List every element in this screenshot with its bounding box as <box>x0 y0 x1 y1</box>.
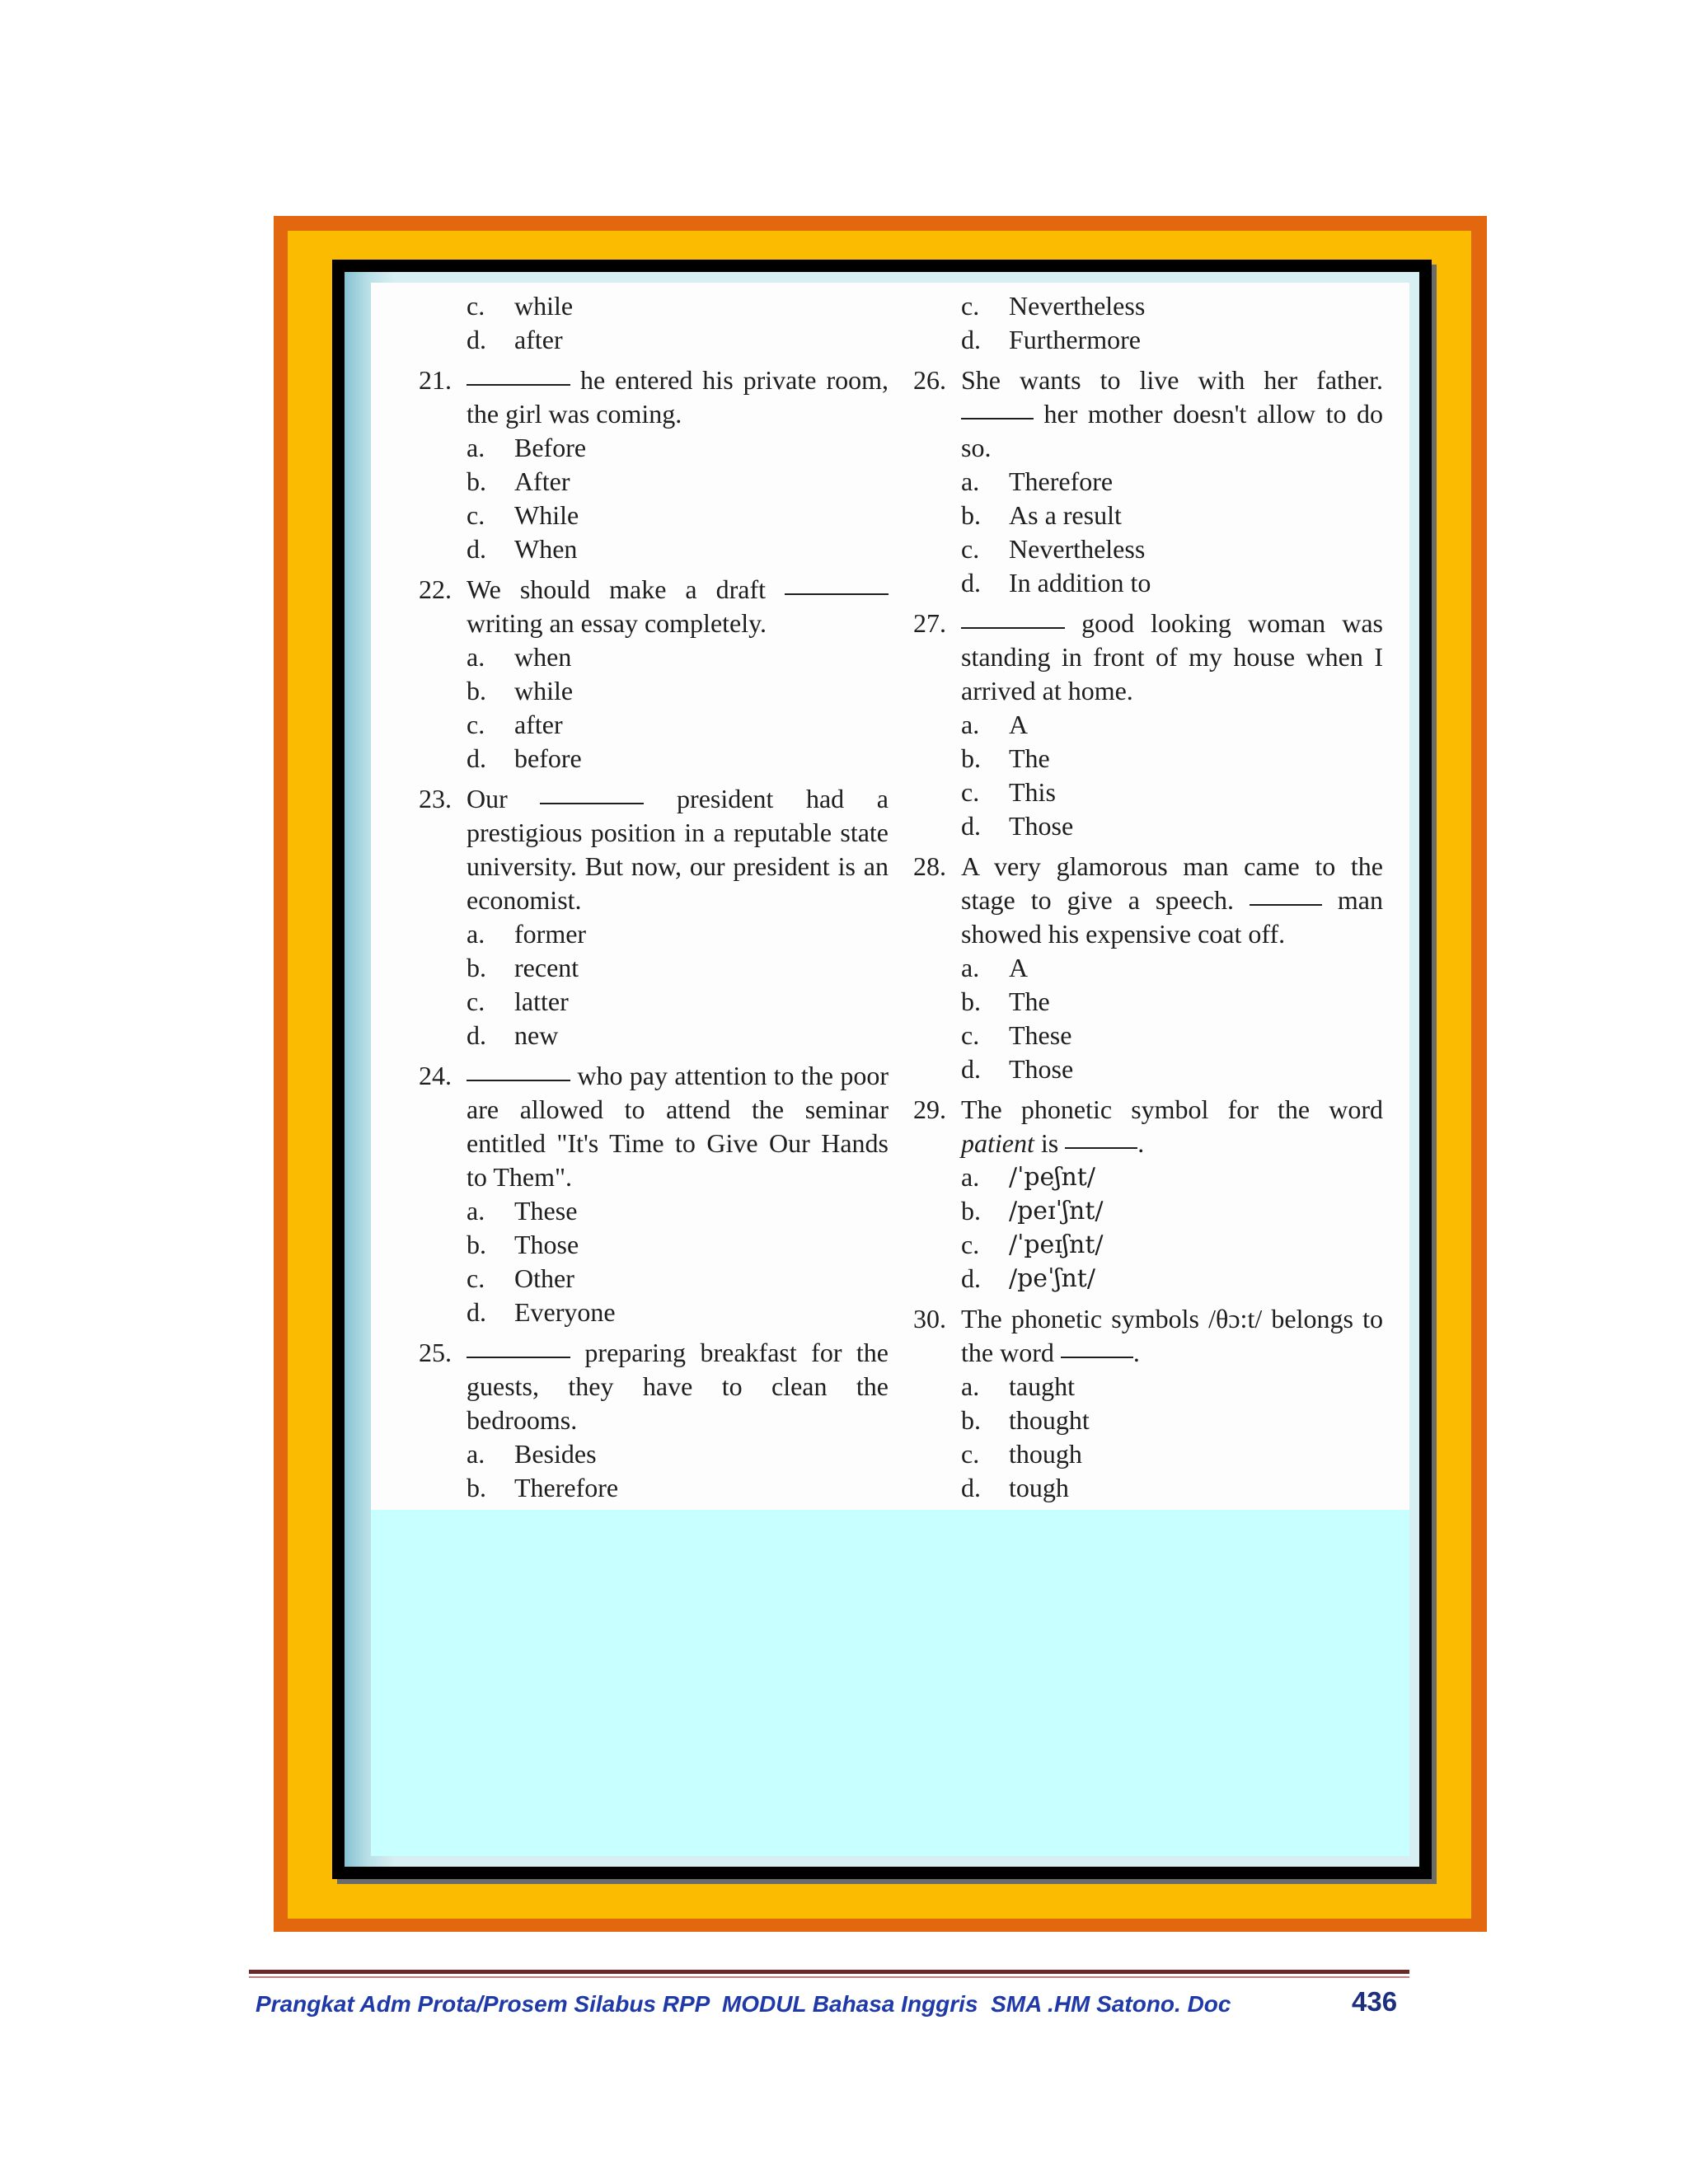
option-d: d. Everyone <box>467 1297 616 1327</box>
option-d: d. In addition to <box>961 568 1151 598</box>
answer-blank <box>467 384 570 386</box>
question-text: Our president had a prestigious position in a reputable state university. But now, our president is an economist. <box>467 784 889 915</box>
option-b: b. After <box>467 466 570 496</box>
question-number: 30. <box>913 1304 946 1333</box>
question-text: he entered his private room, the girl was coming. <box>467 365 889 429</box>
option-a: a. These <box>467 1196 578 1226</box>
footer-document-title: Prangkat Adm Prota/Prosem Silabus RPP MODUL Bahasa Inggris SMA .HM Satono. Doc <box>256 1991 1231 2017</box>
option-c: c. Other <box>467 1263 574 1293</box>
footer-divider <box>249 1970 1409 1974</box>
question-21 <box>419 363 889 566</box>
option-b: b. Those <box>467 1230 579 1259</box>
option-a: a. Before <box>467 433 587 462</box>
option: d. after <box>467 325 563 354</box>
answer-blank <box>1250 904 1322 906</box>
option-c: c. /ˈpeɪʃnt/ <box>961 1230 1104 1259</box>
option-c: c. While <box>467 500 579 530</box>
option-c: c. Nevertheless <box>961 534 1146 564</box>
option-b: b. Therefore <box>467 1473 619 1502</box>
page-number: 436 <box>1352 1986 1398 2017</box>
option: c. while <box>467 291 574 321</box>
question-number: 22. <box>419 574 452 604</box>
option-d: d. tough <box>961 1473 1069 1502</box>
option-b: b. recent <box>467 953 579 982</box>
option-b: b. /peɪˈʃnt/ <box>961 1196 1104 1226</box>
question-26 <box>913 363 1383 600</box>
question-number: 24. <box>419 1061 452 1090</box>
option-c: c. These <box>961 1020 1072 1050</box>
answer-blank <box>961 418 1034 419</box>
option-d: d. When <box>467 534 578 564</box>
question-text: who pay attention to the poor are allowed to attend the seminar entitled "It's Time to Give Our Hands to Them". <box>467 1061 889 1192</box>
carry-over-options <box>419 289 889 357</box>
question-text: She wants to live with her father. her mother doesn't allow to do so. <box>961 365 1383 462</box>
answer-blank <box>961 627 1065 629</box>
answer-blank <box>1061 1357 1133 1358</box>
option-a: a. A <box>961 710 1029 739</box>
option-a: a. taught <box>961 1371 1075 1401</box>
option-b: b. while <box>467 676 574 705</box>
option-d: d. Those <box>961 811 1074 841</box>
option: d. Furthermore <box>961 325 1141 354</box>
option-b: b. The <box>961 743 1050 773</box>
question-text: The phonetic symbols /θɔ:t/ belongs to the word . <box>961 1304 1383 1367</box>
question-29 <box>913 1093 1383 1296</box>
question-22 <box>419 573 889 776</box>
option-a: a. /ˈpeʃnt/ <box>961 1162 1095 1192</box>
option-a: a. when <box>467 642 572 672</box>
question-23 <box>419 782 889 1052</box>
option-c: c. This <box>961 777 1056 807</box>
option: c. Nevertheless <box>961 291 1146 321</box>
question-30 <box>913 1302 1383 1505</box>
option-c: c. latter <box>467 987 569 1016</box>
footer-divider-thin <box>249 1976 1409 1978</box>
question-text: We should make a draft writing an essay completely. <box>467 573 889 640</box>
option-a: a. Besides <box>467 1439 597 1469</box>
question-25 <box>419 1336 889 1505</box>
option-b: b. The <box>961 987 1050 1016</box>
question-number: 25. <box>419 1338 452 1367</box>
question-number: 27. <box>913 608 946 638</box>
option-d: d. new <box>467 1020 559 1050</box>
right-question-column <box>913 289 1383 1511</box>
carry-over-options <box>913 289 1383 357</box>
option-b: b. As a result <box>961 500 1122 530</box>
option-c: c. after <box>467 710 563 739</box>
question-24 <box>419 1059 889 1329</box>
question-text: good looking woman was standing in front of my house when I arrived at home. <box>961 608 1383 705</box>
answer-blank <box>467 1080 570 1081</box>
question-number: 21. <box>419 365 452 395</box>
option-d: d. before <box>467 743 582 773</box>
option-b: b. thought <box>961 1405 1090 1435</box>
question-text: The phonetic symbol for the word patient is . <box>961 1094 1383 1158</box>
option-a: a. Therefore <box>961 466 1114 496</box>
answer-blank <box>785 593 889 595</box>
answer-blank <box>540 803 644 804</box>
option-a: a. former <box>467 919 587 949</box>
left-question-column <box>419 289 889 1511</box>
option-d: d. Those <box>961 1054 1074 1084</box>
option-d: d. /peˈʃnt/ <box>961 1263 1095 1293</box>
option-c: c. though <box>961 1439 1082 1469</box>
empty-lower-panel <box>371 1510 1409 1856</box>
question-number: 23. <box>419 784 452 813</box>
question-number: 29. <box>913 1094 946 1124</box>
question-28 <box>913 850 1383 1086</box>
answer-blank <box>1065 1147 1137 1149</box>
question-number: 26. <box>913 365 946 395</box>
question-text: A very glamorous man came to the stage to give a speech. man showed his expensive coat off. <box>961 851 1383 949</box>
answer-blank <box>467 1357 570 1358</box>
question-27 <box>913 607 1383 843</box>
question-text: preparing breakfast for the guests, they have to clean the bedrooms. <box>467 1338 889 1435</box>
option-a: a. A <box>961 953 1029 982</box>
question-number: 28. <box>913 851 946 881</box>
